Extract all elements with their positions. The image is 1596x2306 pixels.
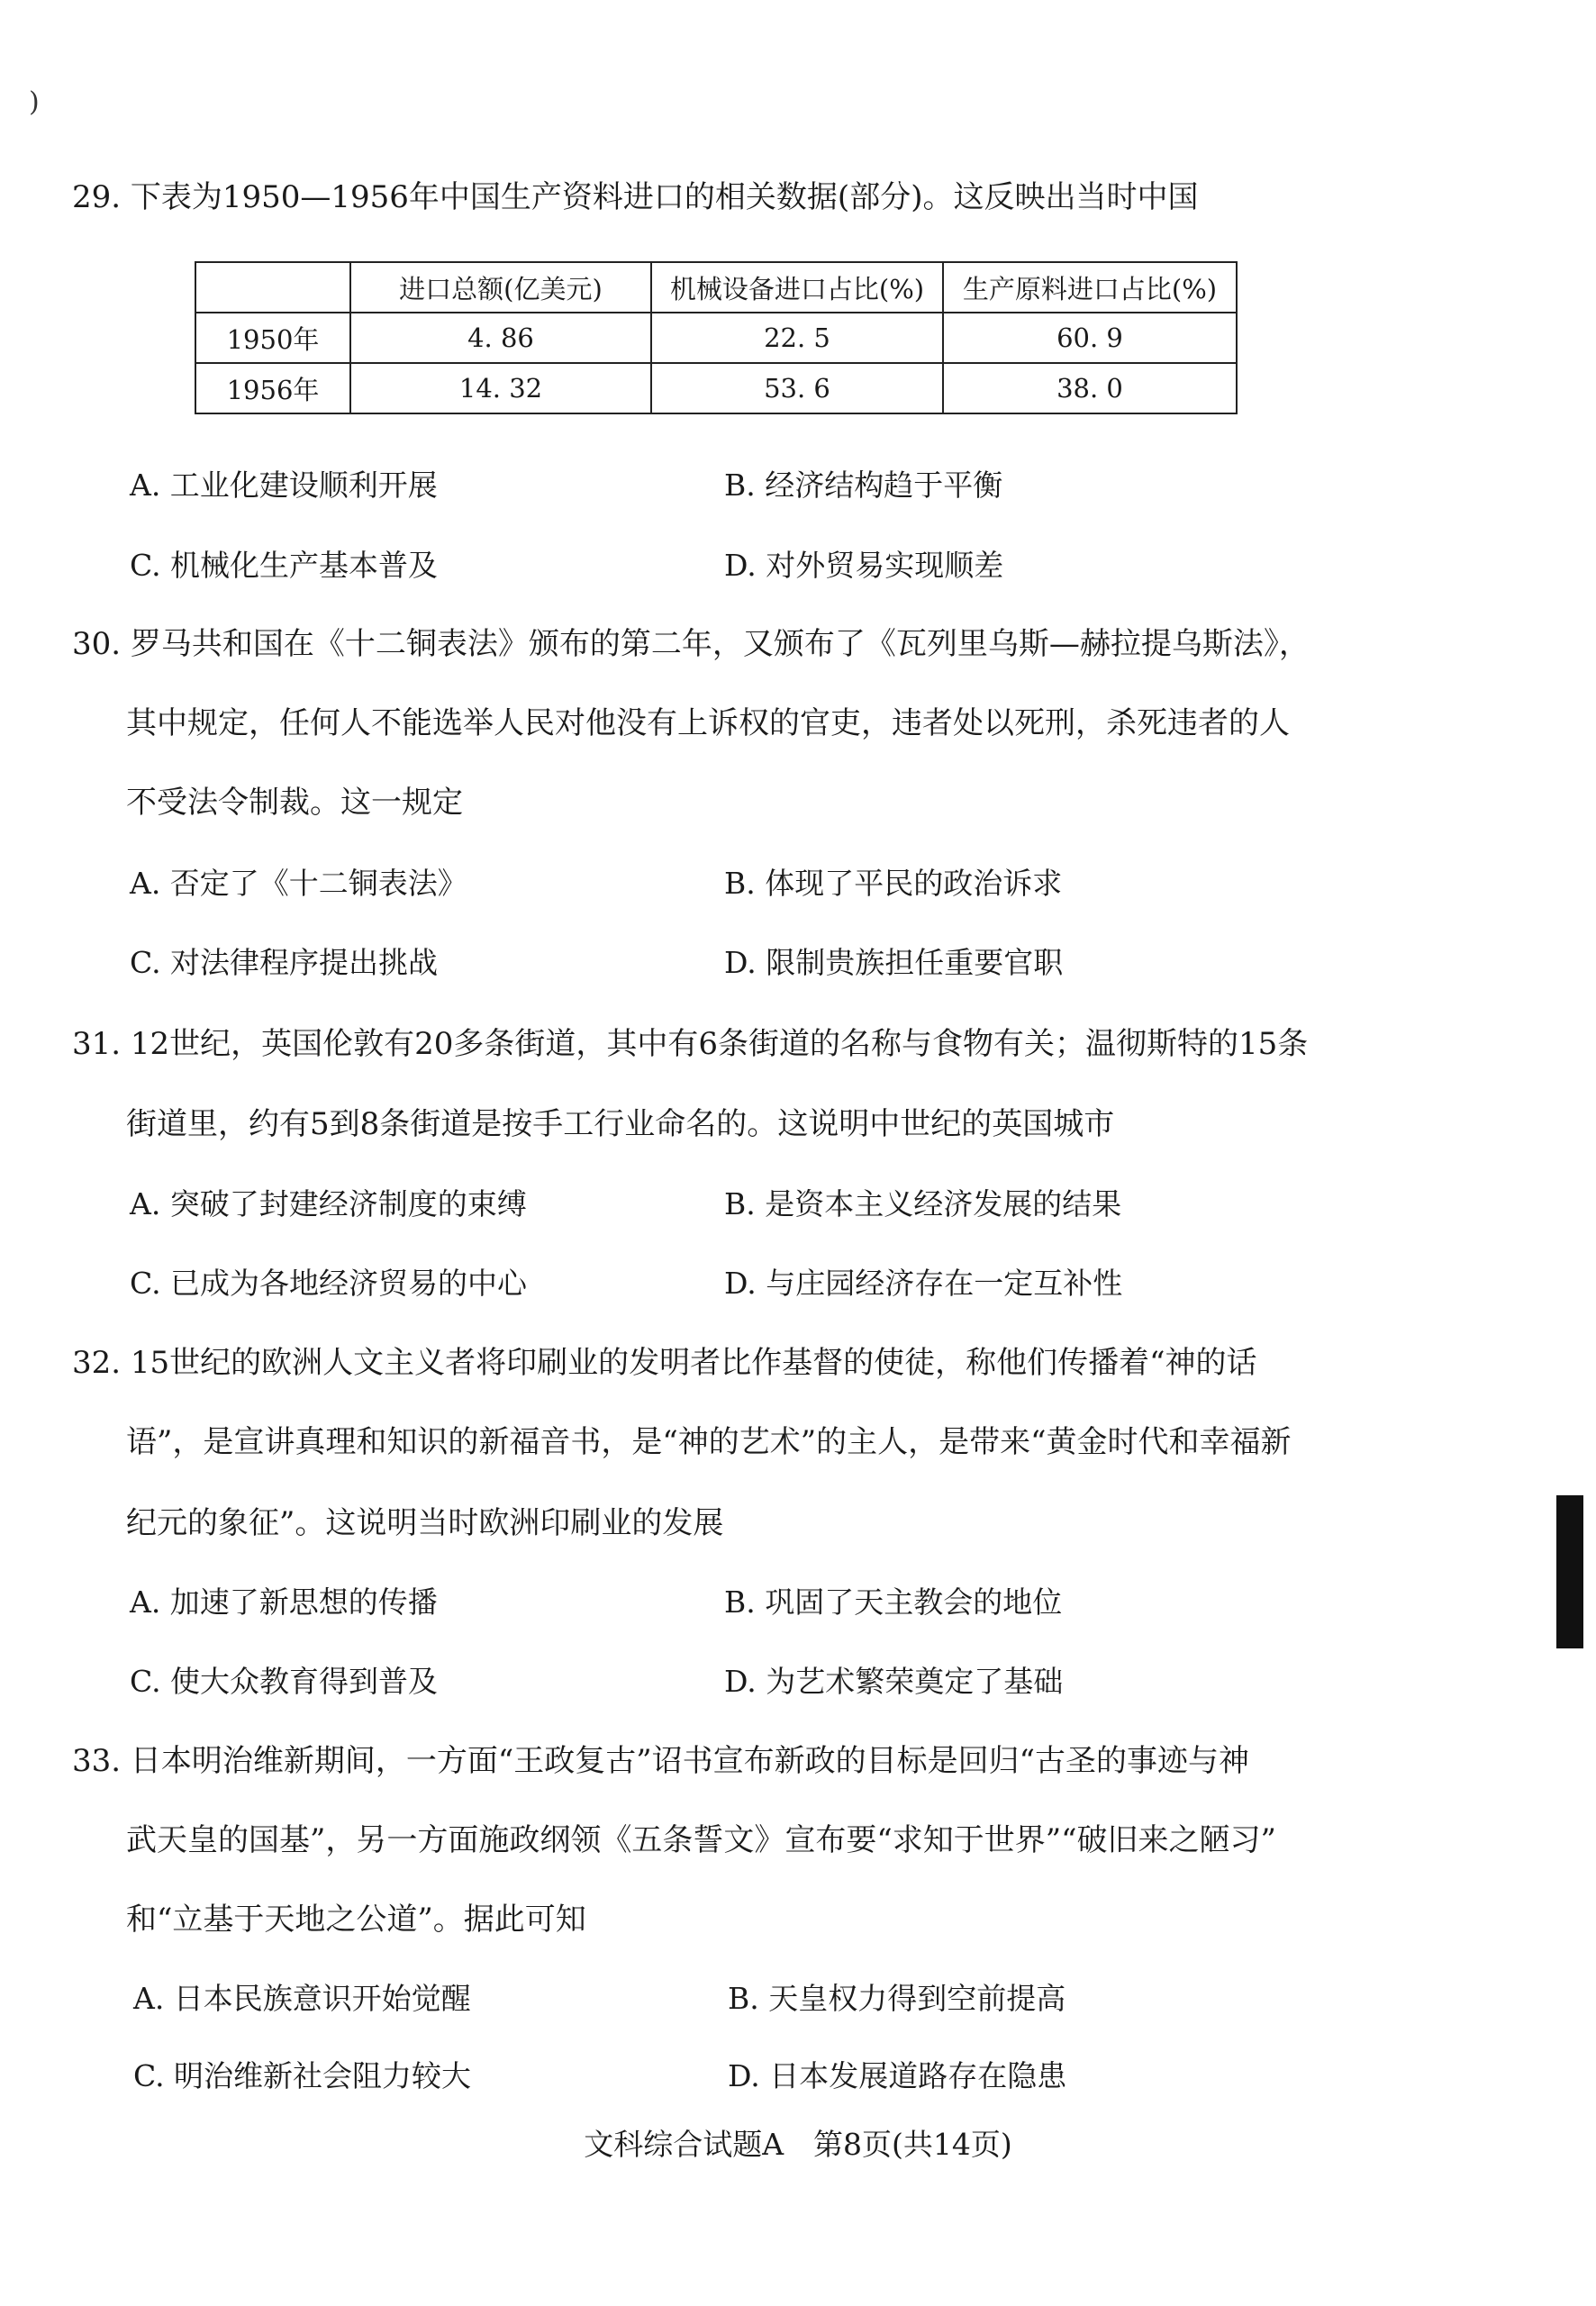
question-32-option-b[interactable]: B. 巩固了天主教会的地位: [724, 1584, 1063, 1620]
question-31-option-a[interactable]: A. 突破了封建经济制度的束缚: [130, 1186, 527, 1221]
question-33-stem-line-1: 33. 日本明治维新期间，一方面“王政复古”诏书宣布新政的目标是回归“古圣的事迹与神: [72, 1743, 1250, 1779]
question-32-stem-line-1: 32. 15世纪的欧洲人文主义者将印刷业的发明者比作基督的使徒，称他们传播着“神的话: [72, 1345, 1257, 1381]
question-31-option-b[interactable]: B. 是资本主义经济发展的结果: [724, 1186, 1122, 1221]
import-data-table: [195, 261, 1238, 414]
table-header-row: [195, 262, 1237, 313]
table-cell: 38. 0: [943, 363, 1237, 413]
question-31-stem-line-2: 街道里，约有5到8条街道是按手工行业命名的。这说明中世纪的英国城市: [126, 1106, 1115, 1142]
question-32-option-d[interactable]: D. 为艺术繁荣奠定了基础: [724, 1664, 1064, 1699]
question-29-option-b[interactable]: B. 经济结构趋于平衡: [724, 468, 1003, 503]
table-cell: 14. 32: [350, 363, 651, 413]
question-33-option-d[interactable]: D. 日本发展道路存在隐患: [728, 2058, 1067, 2093]
page-footer: 文科综合试题A 第8页(共14页): [584, 2127, 1012, 2162]
table-header-cell: 进口总额(亿美元): [350, 262, 651, 313]
corner-mark: ): [29, 86, 40, 118]
question-32-option-a[interactable]: A. 加速了新思想的传播: [130, 1584, 438, 1620]
question-30-option-d[interactable]: D. 限制贵族担任重要官职: [724, 945, 1064, 980]
question-29-option-d[interactable]: D. 对外贸易实现顺差: [724, 548, 1004, 583]
question-31-stem-line-1: 31. 12世纪，英国伦敦有20多条街道，其中有6条街道的名称与食物有关；温彻斯特的15条: [72, 1026, 1309, 1062]
question-29-option-c[interactable]: C. 机械化生产基本普及: [130, 548, 439, 583]
question-33-option-a[interactable]: A. 日本民族意识开始觉醒: [133, 1981, 471, 2016]
table-header-cell: 生产原料进口占比(%): [943, 262, 1237, 313]
question-32-option-c[interactable]: C. 使大众教育得到普及: [130, 1664, 439, 1699]
table-row: [195, 363, 1237, 413]
question-33-stem-line-2: 武天皇的国基”，另一方面施政纲领《五条誓文》宣布要“求知于世界”“破旧来之陋习”: [126, 1822, 1276, 1858]
question-32-stem-line-3: 纪元的象征”。这说明当时欧洲印刷业的发展: [126, 1505, 724, 1541]
question-30-option-b[interactable]: B. 体现了平民的政治诉求: [724, 866, 1063, 901]
table-cell: 60. 9: [943, 313, 1237, 363]
table-cell: 53. 6: [651, 363, 943, 413]
question-30-stem-line-1: 30. 罗马共和国在《十二铜表法》颁布的第二年，又颁布了《瓦列里乌斯—赫拉提乌斯法》，: [72, 626, 1310, 662]
scan-edge-mark: [1556, 1495, 1583, 1648]
table-header-cell: 机械设备进口占比(%): [651, 262, 943, 313]
table-cell: 22. 5: [651, 313, 943, 363]
question-33-option-b[interactable]: B. 天皇权力得到空前提高: [728, 1981, 1066, 2016]
table-header-cell: [195, 262, 350, 313]
question-30-option-c[interactable]: C. 对法律程序提出挑战: [130, 945, 439, 980]
table-cell: 4. 86: [350, 313, 651, 363]
question-30-option-a[interactable]: A. 否定了《十二铜表法》: [130, 866, 467, 901]
question-31-option-d[interactable]: D. 与庄园经济存在一定互补性: [724, 1266, 1123, 1301]
question-31-option-c[interactable]: C. 已成为各地经济贸易的中心: [130, 1266, 528, 1301]
table-row: [195, 313, 1237, 363]
table-cell: 1956年: [195, 363, 350, 413]
question-33-option-c[interactable]: C. 明治维新社会阻力较大: [133, 2058, 472, 2093]
question-30-stem-line-3: 不受法令制裁。这一规定: [126, 785, 463, 821]
question-29-option-a[interactable]: A. 工业化建设顺利开展: [130, 468, 438, 503]
question-30-stem-line-2: 其中规定，任何人不能选举人民对他没有上诉权的官吏，违者处以死刑，杀死违者的人: [126, 705, 1290, 741]
question-29-stem: 29. 下表为1950—1956年中国生产资料进口的相关数据(部分)。这反映出当时中国: [72, 179, 1199, 215]
table-cell: 1950年: [195, 313, 350, 363]
question-32-stem-line-2: 语”，是宣讲真理和知识的新福音书，是“神的艺术”的主人，是带来“黄金时代和幸福新: [126, 1424, 1292, 1460]
question-33-stem-line-3: 和“立基于天地之公道”。据此可知: [126, 1902, 586, 1938]
